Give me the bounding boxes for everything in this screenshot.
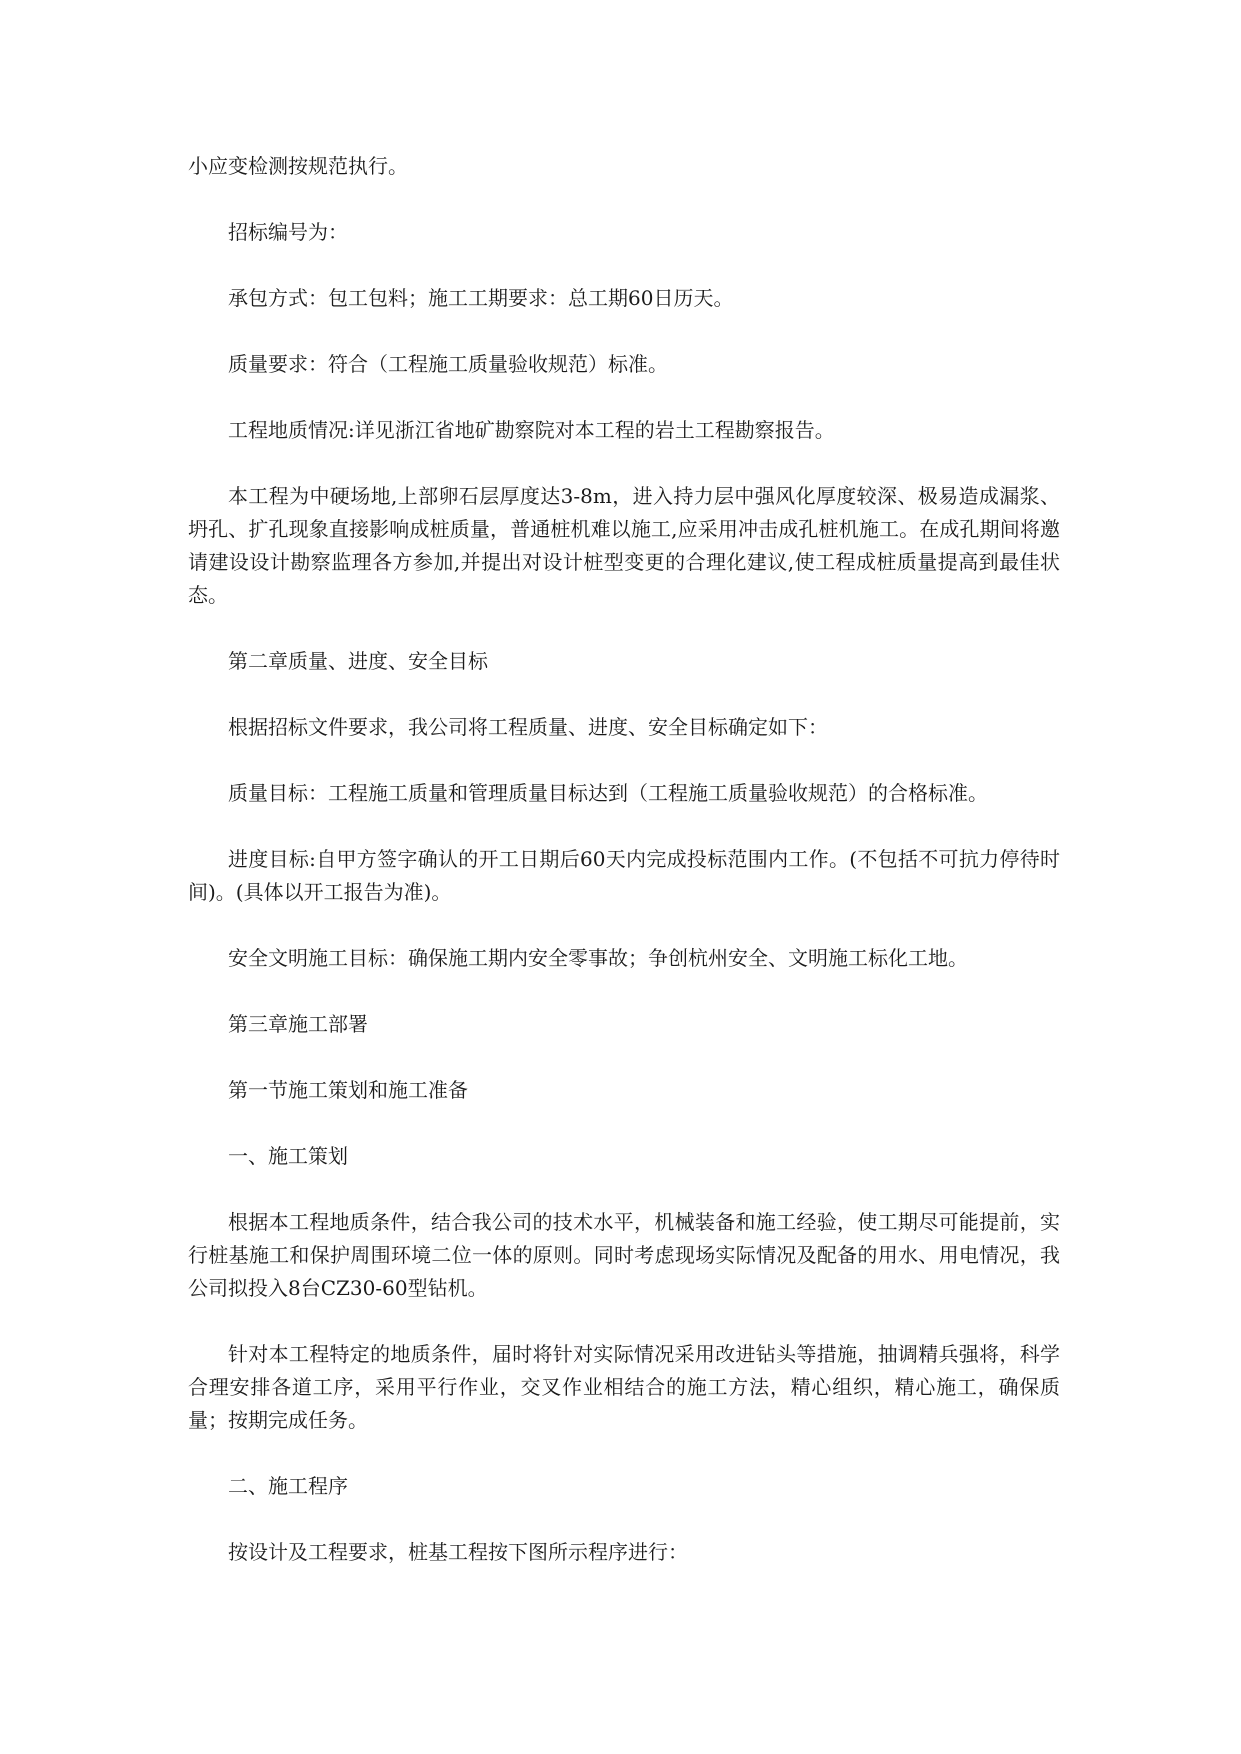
document-page <box>188 150 1060 1569</box>
paragraph-site-description: 本工程为中硬场地,上部卵石层厚度达3-8m，进入持力层中强风化厚度较深、极易造成漏浆、坍孔、扩孔现象直接影响成桩质量，普通桩机难以施工,应采用冲击成孔桩机施工。在成孔期间将邀请建设设计勘察监理各方参加,并提出对设计桩型变更的合理化建议,使工程成桩质量提高到最佳状态。 <box>188 484 1060 607</box>
paragraph-targets-intro: 根据招标文件要求，我公司将工程质量、进度、安全目标确定如下： <box>228 715 828 739</box>
paragraph-small-strain-test: 小应变检测按规范执行。 <box>188 154 408 178</box>
heading-chapter-2: 第二章质量、进度、安全目标 <box>228 649 488 673</box>
paragraph-geology: 工程地质情况:详见浙江省地矿勘察院对本工程的岩土工程勘察报告。 <box>228 418 835 442</box>
heading-section-1: 第一节施工策划和施工准备 <box>228 1078 468 1102</box>
paragraph-procedure-intro: 按设计及工程要求，桩基工程按下图所示程序进行： <box>228 1540 688 1564</box>
paragraph-planning-details: 根据本工程地质条件，结合我公司的技术水平，机械装备和施工经验，使工期尽可能提前，实行桩基施工和保护周围环境二位一体的原则。同时考虑现场实际情况及配备的用水、用电情况，我公司拟投入8台CZ30-60型钻机。 <box>188 1210 1060 1300</box>
paragraph-tender-number: 招标编号为： <box>228 220 348 244</box>
heading-construction-planning: 一、施工策划 <box>228 1144 348 1168</box>
paragraph-contract-method: 承包方式：包工包料；施工工期要求：总工期60日历天。 <box>228 286 734 310</box>
paragraph-safety-target: 安全文明施工目标：确保施工期内安全零事故；争创杭州安全、文明施工标化工地。 <box>228 946 968 970</box>
paragraph-quality-requirement: 质量要求：符合（工程施工质量验收规范）标准。 <box>228 352 668 376</box>
heading-chapter-3: 第三章施工部署 <box>228 1012 368 1036</box>
paragraph-schedule-target: 进度目标:自甲方签字确认的开工日期后60天内完成投标范围内工作。(不包括不可抗力停待时间)。(具体以开工报告为准)。 <box>188 847 1060 904</box>
heading-construction-procedure: 二、施工程序 <box>228 1474 348 1498</box>
paragraph-measures: 针对本工程特定的地质条件，届时将针对实际情况采用改进钻头等措施，抽调精兵强将，科学合理安排各道工序，采用平行作业，交叉作业相结合的施工方法，精心组织，精心施工，确保质量；按期完成任务。 <box>188 1342 1060 1432</box>
paragraph-quality-target: 质量目标：工程施工质量和管理质量目标达到（工程施工质量验收规范）的合格标准。 <box>228 781 988 805</box>
